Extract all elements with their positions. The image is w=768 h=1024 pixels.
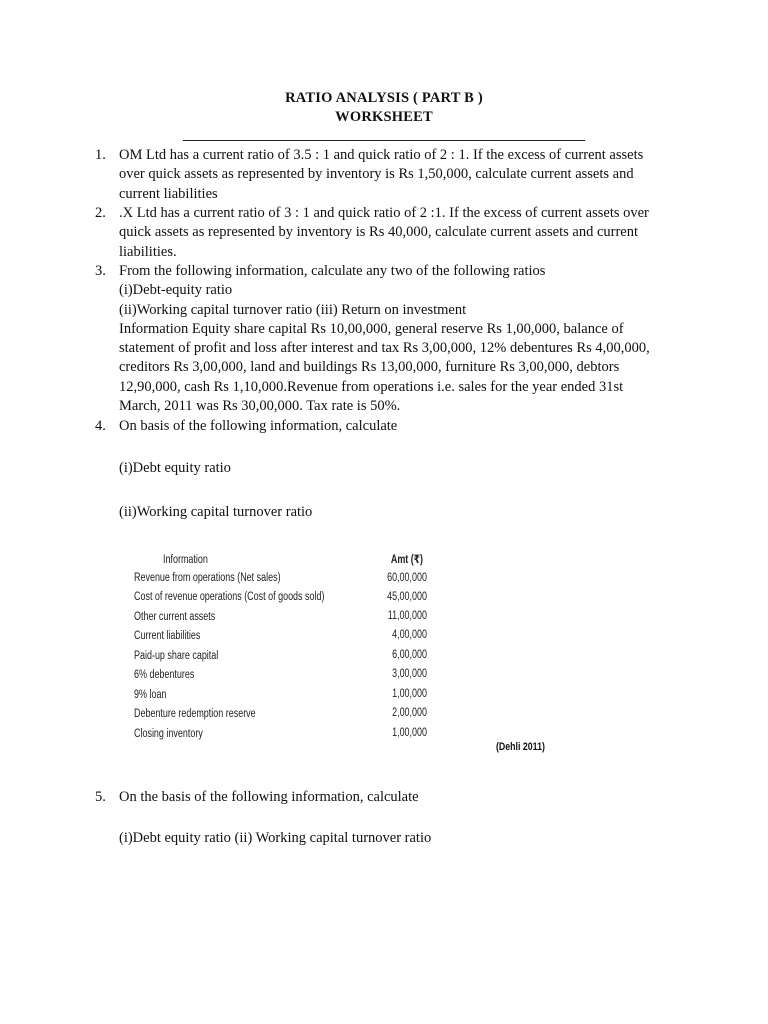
question-3-number: 3. [95, 263, 106, 279]
table-row-label: Closing inventory [134, 728, 203, 740]
title-underline [183, 140, 585, 141]
question-1-number: 1. [95, 147, 106, 163]
table-row-amount: 60,00,000 [387, 572, 427, 584]
question-1-line: current liabilities [119, 185, 218, 202]
table-row-amount: 4,00,000 [392, 629, 427, 641]
table-row-label: 6% debentures [134, 669, 195, 681]
table-row-label: 9% loan [134, 689, 167, 701]
table-row-label: Paid-up share capital [134, 650, 219, 662]
worksheet-title: RATIO ANALYSIS ( PART B ) [285, 90, 483, 106]
question-3-line: creditors Rs 3,00,000, land and buildings Rs 13,00,000, furniture Rs 3,00,000, debtors [119, 359, 620, 376]
table-header-information: Information [163, 554, 208, 566]
question-3-line: March, 2011 was Rs 30,00,000. Tax rate is 50%. [119, 398, 401, 415]
question-4 [95, 417, 695, 436]
table-row-amount: 45,00,000 [387, 591, 427, 603]
question-1-line: OM Ltd has a current ratio of 3.5 : 1 and quick ratio of 2 : 1. If the excess of current assets [119, 147, 644, 163]
question-3-line: statement of profit and loss after interest and tax Rs 3,00,000, 12% debentures Rs 4,00,000, [119, 340, 650, 357]
table-row-amount: 1,00,000 [392, 688, 427, 700]
table-row-amount: 11,00,000 [387, 610, 427, 622]
table-row-label: Cost of revenue operations (Cost of goods sold) [134, 591, 325, 603]
question-1-line: over quick assets as represented by inventory is Rs 1,50,000, calculate current assets and [119, 166, 634, 183]
question-3 [95, 262, 695, 416]
question-3-line: Information Equity share capital Rs 10,00,000, general reserve Rs 1,00,000, balance of [119, 320, 624, 337]
table-row-label: Other current assets [134, 611, 216, 623]
question-4-number: 4. [95, 418, 106, 434]
table-row-label: Revenue from operations (Net sales) [134, 572, 281, 584]
worksheet-subtitle: WORKSHEET [335, 109, 433, 125]
question-2-line: liabilities. [119, 243, 177, 260]
question-4-part-2: (ii)Working capital turnover ratio [119, 504, 313, 520]
table-row-label: Current liabilities [134, 630, 201, 642]
table-row-amount: 2,00,000 [392, 707, 427, 719]
table-row-amount: 6,00,000 [392, 649, 427, 661]
question-4-intro: On basis of the following information, calculate [119, 418, 398, 434]
question-3-line: From the following information, calculate any two of the following ratios [119, 263, 546, 279]
question-5-intro: On the basis of the following information, calculate [119, 789, 419, 805]
question-1 [95, 146, 695, 204]
question-5 [95, 788, 695, 807]
question-3-line: 12,90,000, cash Rs 1,10,000.Revenue from operations i.e. sales for the year ended 31st [119, 378, 624, 395]
question-4-part-1: (i)Debt equity ratio [119, 460, 231, 476]
table-row-amount: 3,00,000 [392, 668, 427, 680]
question-5-number: 5. [95, 789, 106, 805]
question-2-line: .X Ltd has a current ratio of 3 : 1 and quick ratio of 2 :1. If the excess of current assets over [119, 205, 649, 221]
question-2-line: quick assets as represented by inventory is Rs 40,000, calculate current assets and current [119, 224, 639, 241]
table-source-note: (Dehli 2011) [496, 741, 545, 753]
table-row-amount: 1,00,000 [392, 727, 427, 739]
question-3-line: (i)Debt-equity ratio [119, 282, 233, 299]
question-2-number: 2. [95, 205, 106, 221]
table-row-label: Debenture redemption reserve [134, 708, 256, 720]
question-5-parts: (i)Debt equity ratio (ii) Working capital turnover ratio [119, 830, 432, 846]
question-3-line: (ii)Working capital turnover ratio (iii) Return on investment [119, 301, 467, 318]
question-2 [95, 204, 695, 262]
table-header-amount: Amt (₹) [390, 554, 423, 566]
